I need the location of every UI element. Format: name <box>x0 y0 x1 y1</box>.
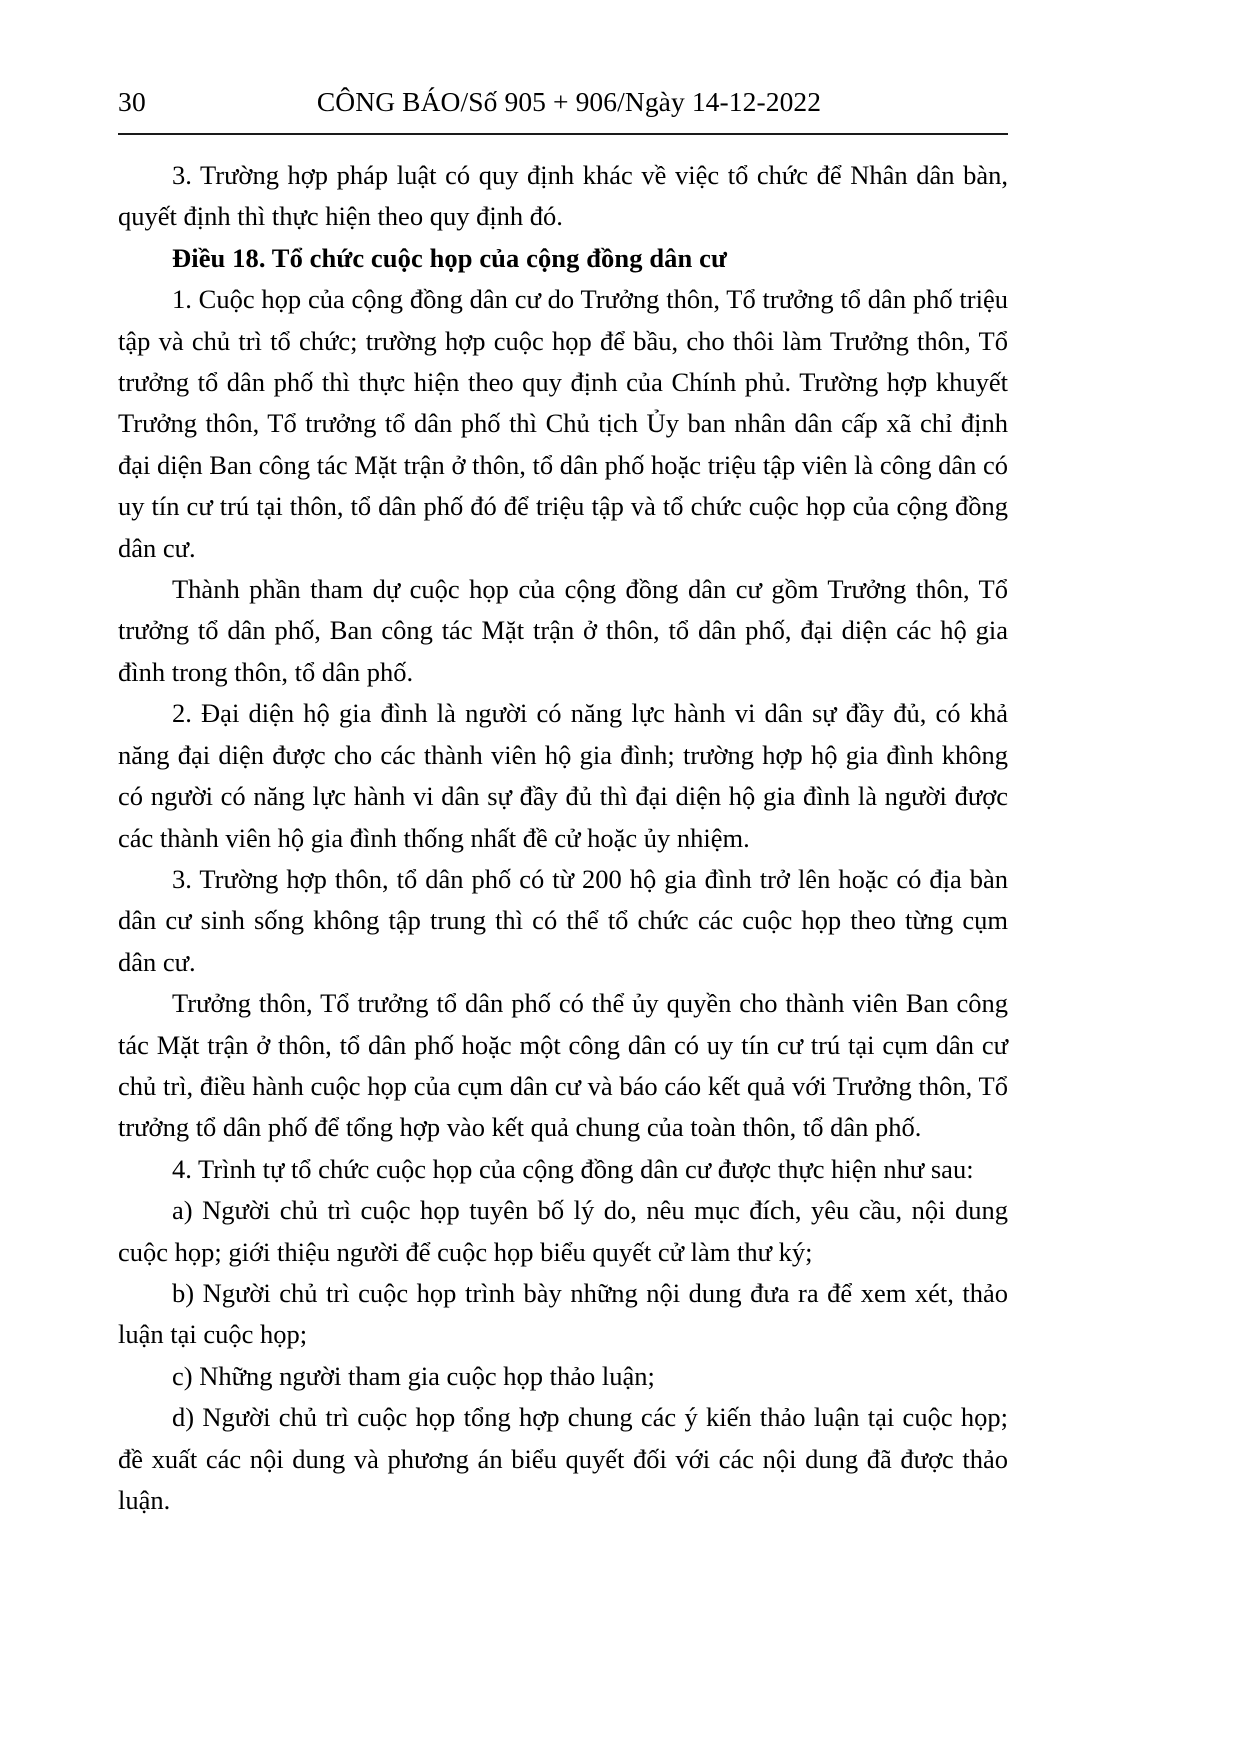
body-paragraph: 3. Trường hợp pháp luật có quy định khác về việc tổ chức để Nhân dân bàn, quyết định thì thực hiện theo quy định đó. <box>118 160 1008 232</box>
body-paragraph: 1. Cuộc họp của cộng đồng dân cư do Trưởng thôn, Tổ trưởng tổ dân phố triệu tập và chủ trì tổ chức; trường hợp cuộc họp để bầu, cho thôi làm Trưởng thôn, Tổ trưởng tổ dân phố thì thực hiện theo quy định của Chính phủ. Trường hợp khuyết Trưởng thôn, Tổ trưởng tổ dân phố thì Chủ tịch Ủy ban nhân dân cấp xã chỉ định đại diện Ban công tác Mặt trận ở thôn, tổ dân phố hoặc triệu tập viên là công dân có uy tín cư trú tại thôn, tổ dân phố đó để triệu tập và tổ chức cuộc họp của cộng đồng dân cư. <box>118 284 1008 563</box>
body-paragraph: 3. Trường hợp thôn, tổ dân phố có từ 200 hộ gia đình trở lên hoặc có địa bàn dân cư sinh sống không tập trung thì có thể tổ chức các cuộc họp theo từng cụm dân cư. <box>118 863 1008 977</box>
body-paragraph: Thành phần tham dự cuộc họp của cộng đồng dân cư gồm Trưởng thôn, Tổ trưởng tổ dân phố, Ban công tác Mặt trận ở thôn, tổ dân phố, đại diện các hộ gia đình trong thôn, tổ dân phố. <box>118 574 1008 687</box>
running-head <box>118 86 1008 128</box>
body-paragraph: Trưởng thôn, Tổ trưởng tổ dân phố có thể ủy quyền cho thành viên Ban công tác Mặt trận ở thôn, tổ dân phố hoặc một công dân có uy tín cư trú tại cụm dân cư chủ trì, điều hành cuộc họp của cụm dân cư và báo cáo kết quả với Trưởng thôn, Tổ trưởng tổ dân phố để tổng hợp vào kết quả chung của toàn thôn, tổ dân phố. <box>118 988 1008 1143</box>
gazette-title: CÔNG BÁO/Số 905 + 906/Ngày 14-12-2022 <box>316 86 822 117</box>
header-divider <box>118 133 1008 135</box>
page-content <box>118 86 1008 1521</box>
body-paragraph: 4. Trình tự tổ chức cuộc họp của cộng đồng dân cư được thực hiện như sau: <box>172 1153 974 1184</box>
body-paragraph: d) Người chủ trì cuộc họp tổng hợp chung các ý kiến thảo luận tại cuộc họp; đề xuất các nội dung và phương án biểu quyết đối với các nội dung đã được thảo luận. <box>118 1402 1008 1515</box>
body-paragraph: c) Những người tham gia cuộc họp thảo luận; <box>172 1360 655 1391</box>
body-paragraph: a) Người chủ trì cuộc họp tuyên bố lý do, nêu mục đích, yêu cầu, nội dung cuộc họp; giới thiệu người để cuộc họp biểu quyết cử làm thư ký; <box>118 1195 1008 1267</box>
article-heading: Điều 18. Tổ chức cuộc họp của cộng đồng dân cư <box>172 242 727 273</box>
document-body <box>118 155 1008 1521</box>
page-number: 30 <box>118 86 146 117</box>
body-paragraph: b) Người chủ trì cuộc họp trình bày những nội dung đưa ra để xem xét, thảo luận tại cuộc họp; <box>118 1277 1008 1350</box>
body-paragraph: 2. Đại diện hộ gia đình là người có năng lực hành vi dân sự đầy đủ, có khả năng đại diện được cho các thành viên hộ gia đình; trường hợp hộ gia đình không có người có năng lực hành vi dân sự đầy đủ thì đại diện hộ gia đình là người được các thành viên hộ gia đình thống nhất đề cử hoặc ủy nhiệm. <box>118 698 1008 853</box>
